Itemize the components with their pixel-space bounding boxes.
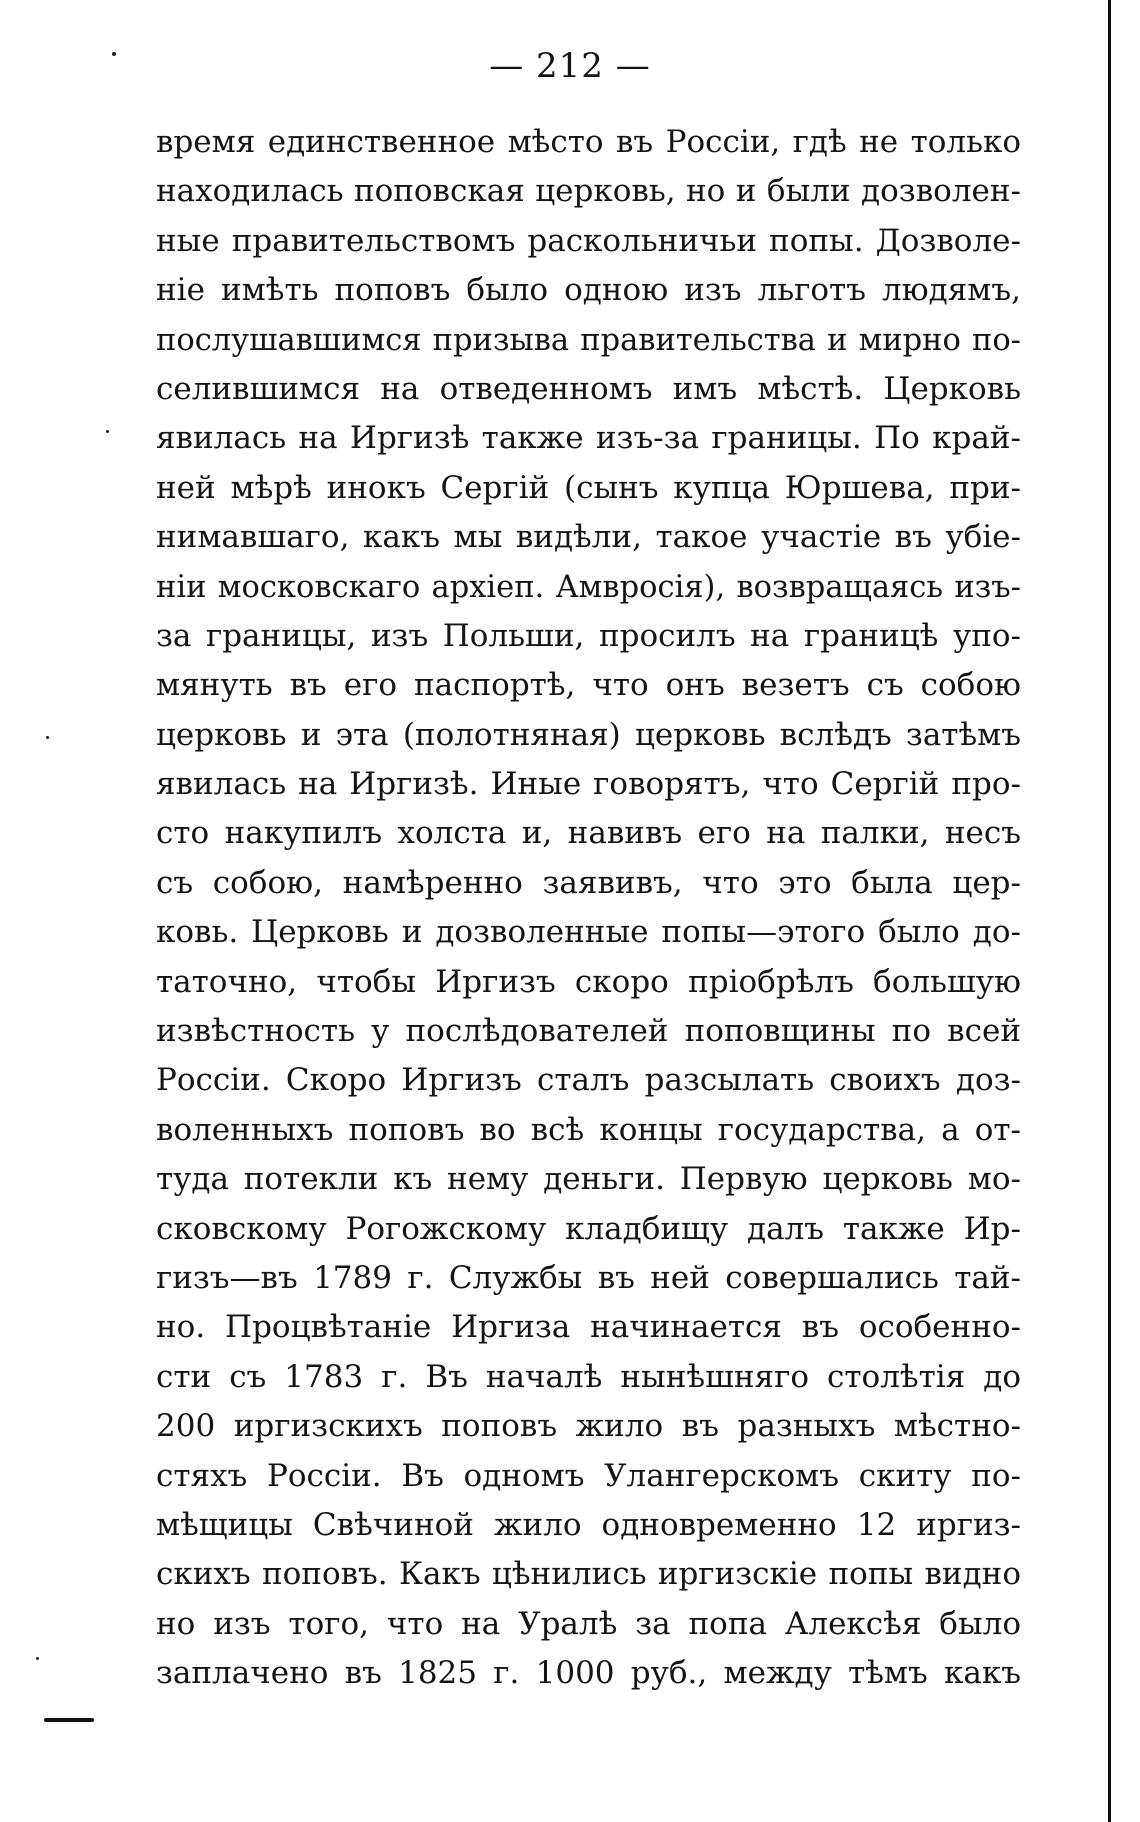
text-line: явилась на Иргизѣ. Иные говорятъ, что Сергій про- [156,766,1021,803]
text-line: нимавшаго, какъ мы видѣли, такое участіе въ убіе- [156,519,1021,556]
text-line: за границы, изъ Польши, просилъ на границѣ упо- [156,617,1021,654]
text-line: находилась поповская церковь, но и были дозволен- [156,173,1021,210]
print-speck [46,736,49,739]
text-line: ніе имѣть поповъ было одною изъ льготъ людямъ, [156,272,1021,309]
text-line: но изъ того, что на Уралѣ за попа Алексѣя было [156,1605,1021,1642]
text-line: ковь. Церковь и дозволенные попы—этого было до- [156,914,1021,951]
text-line: сто накупилъ холста и, навивъ его на палки, несъ [156,815,1021,852]
text-line: сковскому Рогожскому кладбищу далъ также Ир- [156,1210,1021,1247]
print-speck [36,1657,39,1660]
text-line: ные правительствомъ раскольничьи попы. Дозволе- [156,222,1021,259]
print-speck [112,52,116,56]
text-line: мянуть въ его паспортѣ, что онъ везетъ съ собою [156,667,1021,704]
text-line: ніи московскаго архіеп. Амвросія), возвращаясь изъ- [156,569,1021,605]
text-line: послушавшимся призыва правительства и мирно по- [156,322,1021,358]
text-line: скихъ поповъ. Какъ цѣнились иргизскіе попы видно [156,1556,1021,1593]
print-dash-mark [44,1718,94,1722]
text-line: ней мѣрѣ инокъ Сергій (сынъ купца Юршева, при- [156,469,1021,506]
text-line: явилась на Иргизѣ также изъ-за границы. По край- [156,420,1021,457]
print-speck [106,430,109,433]
text-line: гизъ—въ 1789 г. Службы въ ней совершались тай- [156,1259,1021,1296]
text-line: 200 иргизскихъ поповъ жило въ разныхъ мѣстно- [156,1408,1021,1445]
text-line: туда потекли къ нему деньги. Первую церковь мо- [156,1161,1021,1198]
page-edge-line [1108,0,1111,1822]
text-line: извѣстность у послѣдователей поповщины по всей [156,1013,1021,1050]
text-line: воленныхъ поповъ во всѣ концы государства, а от- [156,1111,1021,1148]
body-text [156,118,1021,1699]
text-line: таточно, чтобы Иргизъ скоро пріобрѣлъ большую [156,963,1021,1000]
text-line: съ собою, намѣренно заявивъ, что это была цер- [156,864,1021,901]
text-line: но. Процвѣтаніе Иргиза начинается въ особенно- [156,1309,1021,1346]
page-number: — 212 — [489,46,651,86]
text-line: заплачено въ 1825 г. 1000 руб., между тѣмъ какъ [156,1655,1021,1692]
text-line: селившимся на отведенномъ имъ мѣстѣ. Церковь [156,370,1021,407]
text-line: время единственное мѣсто въ Россіи, гдѣ не только [156,124,1021,160]
text-line: церковь и эта (полотняная) церковь вслѣдъ затѣмъ [156,716,1021,753]
text-line: Россіи. Скоро Иргизъ сталъ разсылать своихъ доз- [156,1062,1021,1099]
text-line: стяхъ Россіи. Въ одномъ Улангерскомъ скиту по- [156,1457,1021,1494]
text-line: сти съ 1783 г. Въ началѣ нынѣшняго столѣтія до [156,1358,1021,1395]
text-line: мѣщицы Свѣчиной жило одновременно 12 иргиз- [156,1506,1021,1543]
